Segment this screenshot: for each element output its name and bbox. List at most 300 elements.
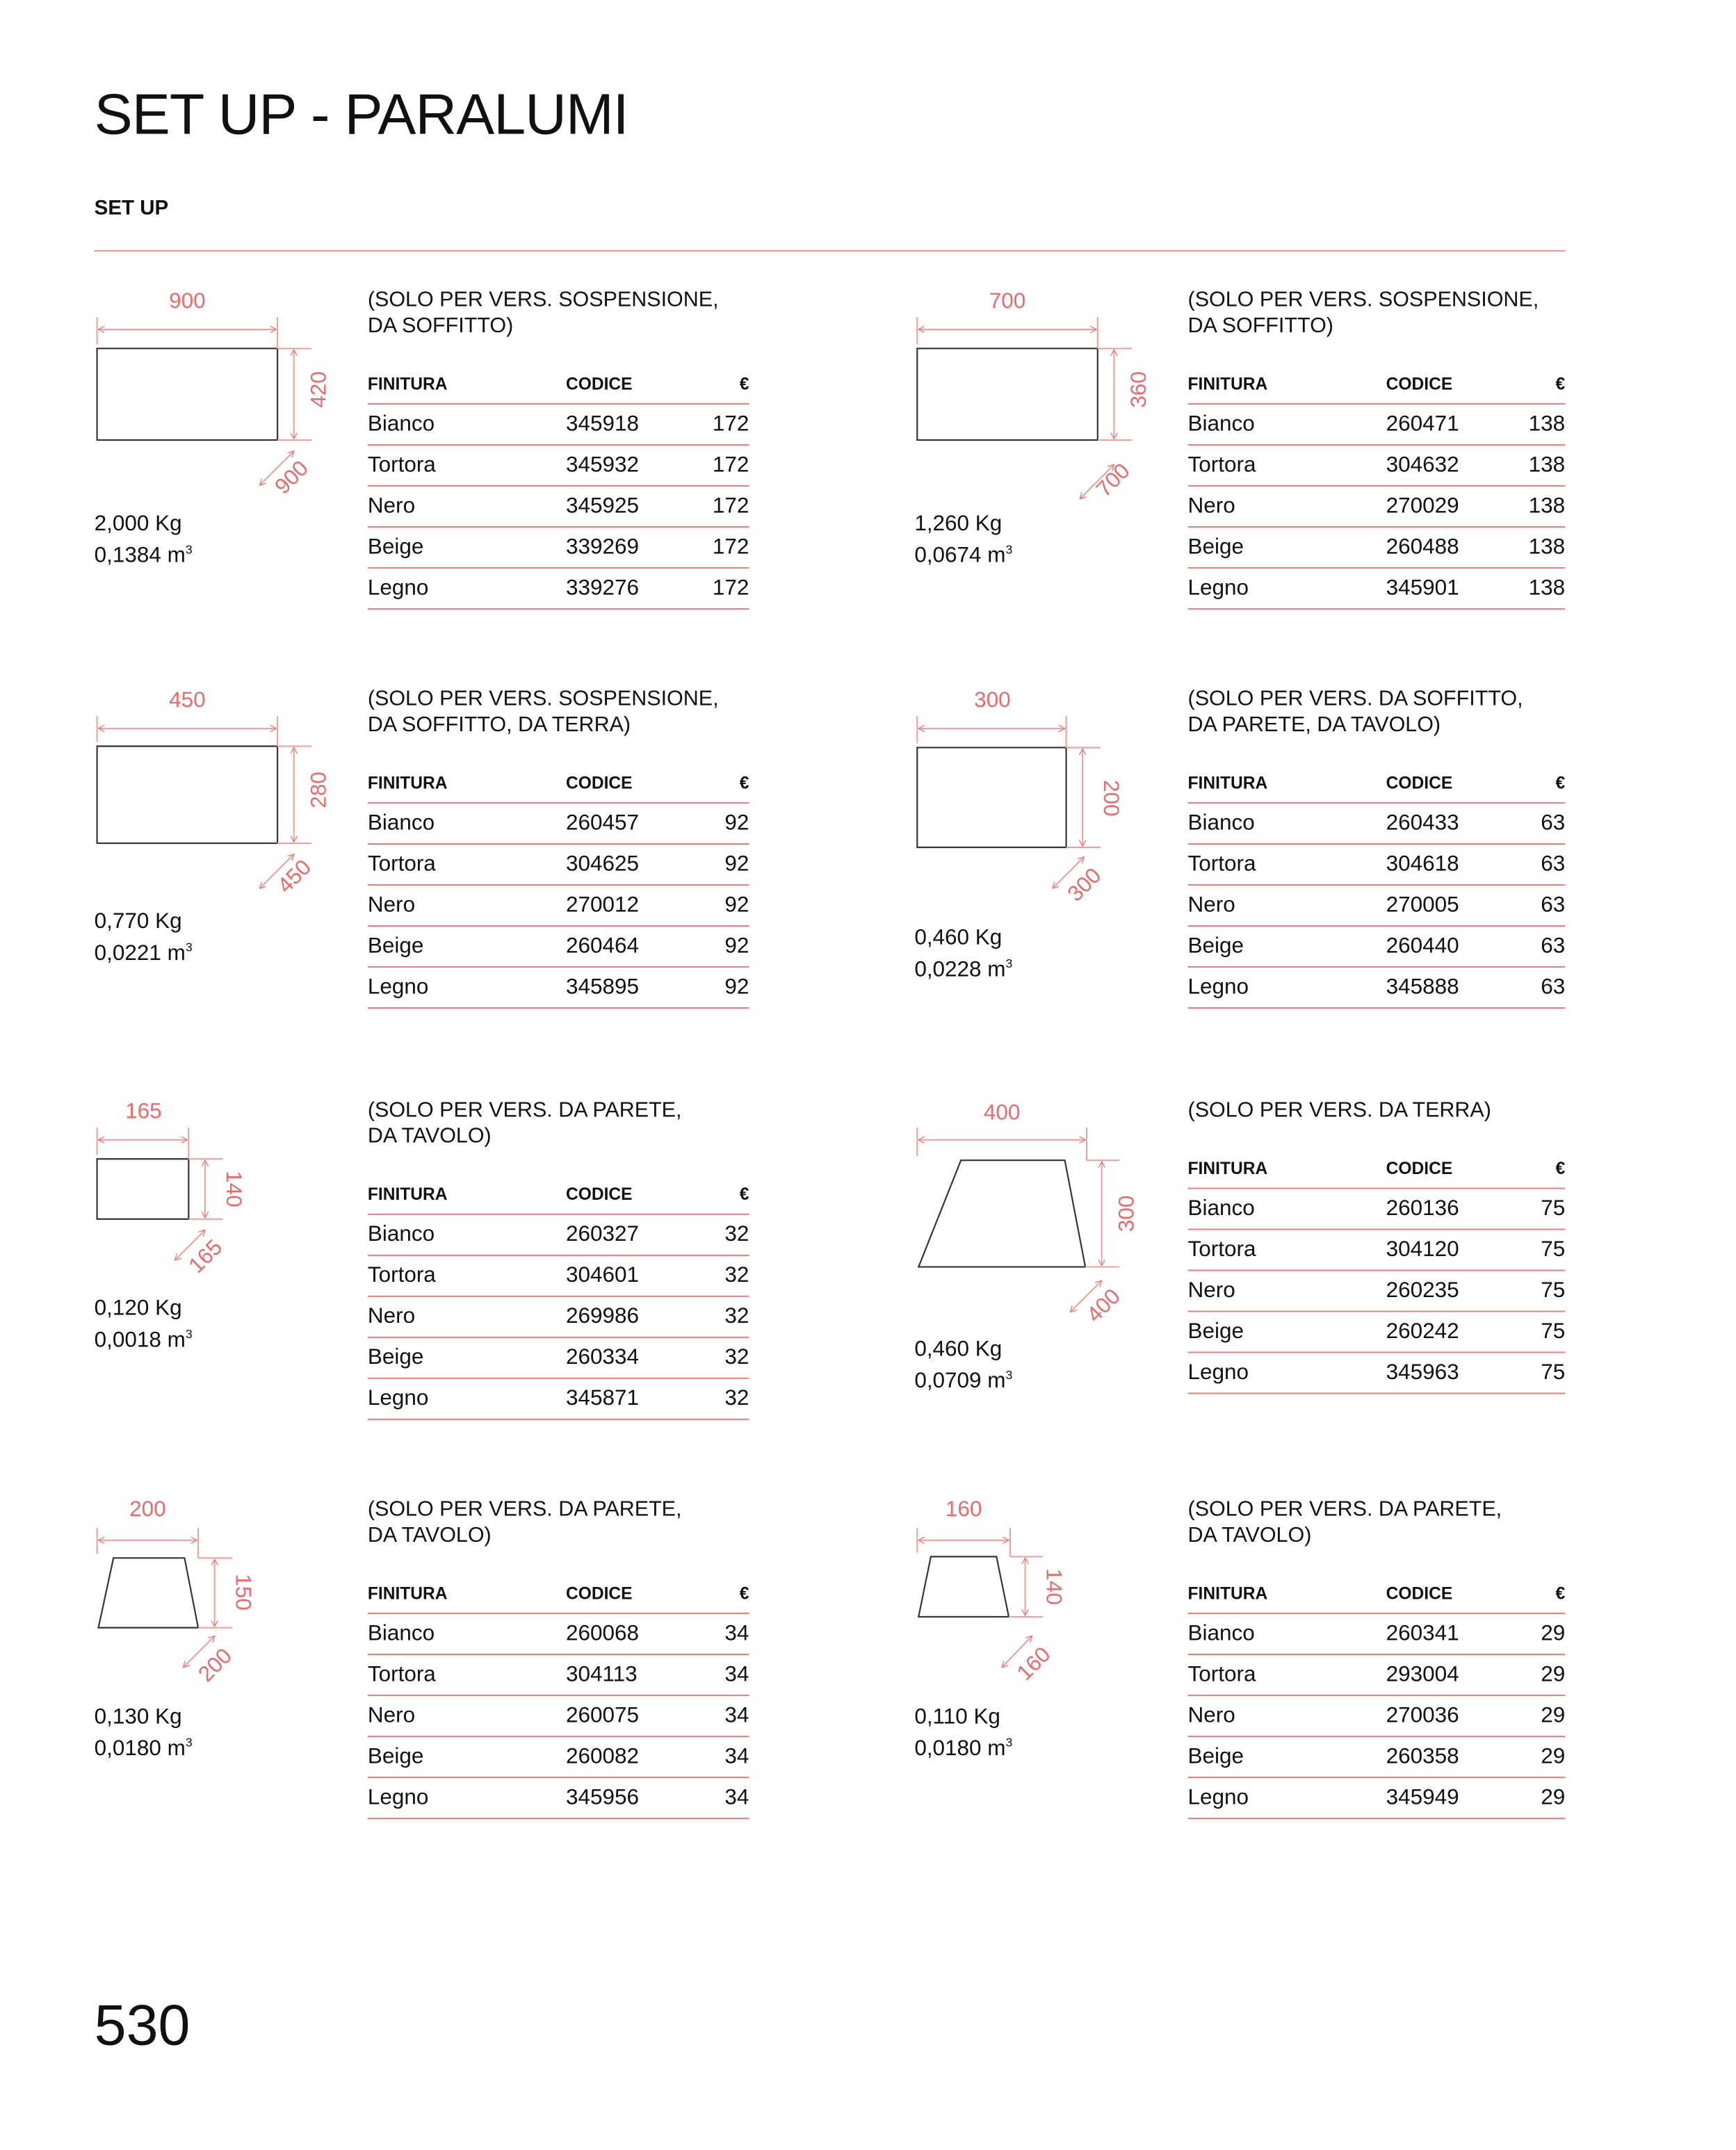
finish-cell: Tortora	[1187, 852, 1256, 876]
version-note	[1188, 686, 1566, 738]
price-cell: 34	[724, 1785, 749, 1809]
width-label: 700	[989, 288, 1026, 313]
depth-dimension-line	[1002, 1636, 1032, 1667]
volume	[914, 537, 1012, 569]
header-code: CODICE	[1386, 772, 1453, 792]
lampshade-outline	[917, 747, 1066, 847]
price-cell: 63	[1541, 811, 1566, 835]
header-code: CODICE	[565, 373, 633, 393]
code-cell: 304618	[1386, 852, 1459, 876]
height-label: 300	[1114, 1195, 1139, 1232]
table-row	[1188, 569, 1566, 610]
table-row	[1188, 405, 1566, 446]
lampshade-drawing	[917, 1497, 1066, 1685]
volume-value: 0,0674 m	[914, 544, 1006, 568]
table-row	[368, 886, 749, 927]
note-line: DA SOFFITTO)	[367, 314, 514, 338]
note-line: (SOLO PER VERS. SOSPENSIONE,	[367, 687, 719, 711]
finish-cell: Beige	[367, 1345, 424, 1369]
volume	[95, 1730, 193, 1762]
table-header	[1188, 1148, 1566, 1189]
price-table	[1188, 1148, 1566, 1394]
code-cell: 270036	[1386, 1703, 1459, 1727]
note-line: (SOLO PER VERS. DA PARETE,	[367, 1098, 682, 1123]
depth-dimension-line	[175, 1230, 205, 1260]
lampshade-drawing	[97, 687, 331, 898]
finish-cell: Nero	[367, 893, 416, 917]
table-header	[1188, 1573, 1566, 1614]
price-cell: 138	[1528, 535, 1566, 559]
finish-cell: Bianco	[1187, 811, 1255, 835]
version-note	[1188, 1497, 1566, 1549]
version-note	[368, 686, 749, 738]
note-line: DA SOFFITTO, DA TERRA)	[367, 713, 631, 737]
price-table	[1188, 763, 1566, 1009]
product-block	[1188, 1497, 1566, 1819]
version-note	[368, 287, 749, 339]
code-cell: 260471	[1386, 412, 1459, 436]
price-cell: 32	[724, 1386, 749, 1410]
finish-cell: Bianco	[367, 1222, 435, 1246]
price-table	[368, 1174, 749, 1420]
table-row	[1188, 927, 1566, 968]
note-line: (SOLO PER VERS. DA TERRA)	[1187, 1098, 1491, 1123]
table-row	[368, 1614, 749, 1655]
depth-label: 700	[1091, 458, 1135, 502]
table-header	[368, 1573, 749, 1614]
volume-value: 0,0180 m	[914, 1737, 1006, 1761]
header-price: €	[1555, 1158, 1566, 1178]
note-line: (SOLO PER VERS. DA PARETE,	[367, 1497, 682, 1522]
header-price: €	[739, 1184, 749, 1204]
price-cell: 75	[1541, 1237, 1566, 1261]
note-line: (SOLO PER VERS. SOSPENSIONE,	[367, 288, 719, 312]
volume-value: 0,0709 m	[914, 1369, 1006, 1394]
weight-volume	[914, 511, 1012, 569]
lampshade-drawing	[917, 1100, 1138, 1327]
price-table	[368, 364, 749, 610]
price-cell: 29	[1541, 1703, 1566, 1727]
code-cell: 260457	[565, 811, 639, 835]
finish-cell: Beige	[367, 934, 424, 958]
price-cell: 92	[724, 811, 749, 835]
price-cell: 75	[1541, 1278, 1566, 1302]
height-label: 150	[231, 1574, 256, 1611]
header-code: CODICE	[1386, 1583, 1453, 1603]
table-row	[368, 845, 749, 886]
finish-cell: Bianco	[1187, 1621, 1255, 1645]
width-label: 200	[129, 1496, 166, 1521]
table-row	[368, 569, 749, 610]
volume-value: 0,0180 m	[94, 1737, 186, 1761]
code-cell: 345871	[565, 1386, 639, 1410]
header-price: €	[739, 772, 749, 792]
page-title: SET UP - PARALUMI	[94, 81, 628, 147]
width-label: 900	[169, 288, 206, 313]
price-cell: 63	[1541, 934, 1566, 958]
table-row	[1188, 528, 1566, 569]
weight-volume	[914, 925, 1012, 983]
lampshade-drawing	[917, 687, 1123, 906]
depth-label: 165	[184, 1235, 227, 1278]
note-line: (SOLO PER VERS. DA SOFFITTO,	[1187, 687, 1523, 711]
price-cell: 32	[724, 1304, 749, 1328]
table-row	[1188, 446, 1566, 487]
finish-cell: Bianco	[367, 811, 435, 835]
price-cell: 172	[712, 453, 749, 477]
code-cell: 304632	[1386, 453, 1459, 477]
weight-volume	[914, 1704, 1012, 1762]
code-cell: 304120	[1386, 1237, 1459, 1261]
table-row	[368, 968, 749, 1009]
weight: 0,460 Kg	[914, 927, 1003, 950]
note-line: (SOLO PER VERS. DA PARETE,	[1187, 1497, 1502, 1522]
header-finish: FINITURA	[1187, 1158, 1268, 1178]
volume-value: 0,0228 m	[914, 958, 1006, 982]
code-cell: 345918	[565, 412, 639, 436]
table-row	[368, 1297, 749, 1338]
code-cell: 345925	[565, 494, 639, 518]
section-divider	[95, 250, 1566, 252]
finish-cell: Beige	[1187, 1319, 1244, 1343]
lampshade-drawing	[97, 1099, 246, 1278]
depth-dimension-line	[260, 451, 294, 485]
code-cell: 260235	[1386, 1278, 1459, 1302]
table-row	[368, 446, 749, 487]
table-row	[368, 804, 749, 845]
product-block	[1188, 1098, 1566, 1394]
table-row	[1188, 1271, 1566, 1312]
lampshade-drawing	[917, 288, 1151, 502]
price-cell: 29	[1541, 1621, 1566, 1645]
volume-exponent: 3	[185, 940, 193, 954]
lampshade-outline	[918, 1556, 1009, 1617]
depth-dimension-line	[183, 1636, 214, 1667]
weight-volume	[95, 1704, 193, 1762]
table-header	[368, 763, 749, 804]
product-block	[1188, 287, 1566, 610]
finish-cell: Bianco	[1187, 412, 1255, 436]
price-cell: 75	[1541, 1360, 1566, 1384]
price-table	[1188, 1573, 1566, 1819]
finish-cell: Nero	[367, 1703, 416, 1727]
table-row	[1188, 1353, 1566, 1394]
price-cell: 138	[1528, 576, 1566, 600]
table-header	[1188, 364, 1566, 405]
finish-cell: Bianco	[367, 412, 435, 436]
code-cell: 345949	[1386, 1785, 1459, 1809]
volume-exponent: 3	[185, 542, 193, 557]
version-note	[368, 1497, 749, 1549]
code-cell: 260068	[565, 1621, 639, 1645]
table-row	[1188, 1189, 1566, 1230]
volume-value: 0,0018 m	[94, 1328, 186, 1353]
price-cell: 34	[724, 1703, 749, 1727]
depth-label: 300	[1062, 863, 1106, 906]
volume	[95, 935, 193, 967]
weight: 2,000 Kg	[94, 512, 182, 536]
product-block	[368, 1098, 749, 1420]
table-row	[368, 927, 749, 968]
lampshade-outline	[918, 1160, 1085, 1267]
table-row	[1188, 804, 1566, 845]
height-label: 360	[1126, 371, 1151, 408]
weight: 0,460 Kg	[914, 1337, 1003, 1362]
header-finish: FINITURA	[367, 772, 448, 792]
height-label: 140	[221, 1171, 246, 1207]
price-cell: 172	[712, 494, 749, 518]
weight-volume	[95, 909, 193, 966]
price-cell: 92	[724, 852, 749, 876]
code-cell: 345895	[565, 975, 639, 999]
price-cell: 34	[724, 1621, 749, 1645]
section-heading: SET UP	[94, 197, 169, 220]
finish-cell: Nero	[1187, 1278, 1235, 1302]
height-label: 140	[1041, 1568, 1066, 1605]
header-price: €	[1555, 1583, 1566, 1603]
price-table	[1188, 364, 1566, 610]
table-row	[1188, 1312, 1566, 1353]
height-label: 200	[1099, 779, 1124, 817]
header-code: CODICE	[565, 1583, 633, 1603]
price-cell: 63	[1541, 893, 1566, 917]
note-line: DA TAVOLO)	[367, 1125, 492, 1148]
weight-volume	[914, 1337, 1012, 1394]
table-row	[368, 1737, 749, 1778]
table-row	[368, 1778, 749, 1819]
code-cell: 260082	[565, 1744, 639, 1768]
code-cell: 260358	[1386, 1744, 1459, 1768]
volume-value: 0,0221 m	[94, 942, 186, 966]
note-line: DA PARETE, DA TAVOLO)	[1187, 713, 1441, 737]
weight-volume	[95, 511, 193, 569]
price-cell: 172	[712, 576, 749, 600]
finish-cell: Legno	[1187, 1785, 1249, 1809]
code-cell: 345932	[565, 453, 639, 477]
price-cell: 63	[1541, 975, 1566, 999]
price-cell: 92	[724, 934, 749, 958]
code-cell: 260242	[1386, 1319, 1459, 1343]
product-block	[368, 1497, 749, 1819]
price-cell: 34	[724, 1744, 749, 1768]
finish-cell: Legno	[367, 1386, 429, 1410]
product-block	[368, 686, 749, 1009]
depth-dimension-line	[260, 854, 294, 888]
code-cell: 339276	[565, 576, 639, 600]
table-header	[368, 364, 749, 405]
code-cell: 345963	[1386, 1360, 1459, 1384]
lampshade-drawing	[97, 288, 331, 499]
version-note	[1188, 1098, 1566, 1123]
table-row	[1188, 968, 1566, 1009]
finish-cell: Legno	[367, 975, 429, 999]
table-row	[1188, 1655, 1566, 1696]
volume	[914, 1362, 1012, 1394]
finish-cell: Nero	[1187, 494, 1235, 518]
finish-cell: Bianco	[1187, 1196, 1255, 1220]
weight: 1,260 Kg	[914, 512, 1003, 536]
lampshade-outline	[97, 746, 278, 843]
finish-cell: Legno	[1187, 1360, 1249, 1384]
finish-cell: Beige	[1187, 1744, 1244, 1768]
code-cell: 270012	[565, 893, 639, 917]
weight-volume	[95, 1296, 193, 1353]
table-row	[368, 1215, 749, 1256]
header-finish: FINITURA	[367, 1583, 448, 1603]
volume-exponent: 3	[1005, 956, 1013, 970]
header-code: CODICE	[565, 1184, 633, 1204]
code-cell: 260341	[1386, 1621, 1459, 1645]
table-row	[368, 1256, 749, 1297]
weight: 0,110 Kg	[914, 1705, 1000, 1729]
weight: 0,770 Kg	[94, 910, 182, 934]
finish-cell: Tortora	[1187, 1662, 1256, 1686]
code-cell: 260440	[1386, 934, 1459, 958]
price-cell: 34	[724, 1662, 749, 1686]
finish-cell: Legno	[1187, 576, 1249, 600]
finish-cell: Beige	[1187, 535, 1244, 559]
header-finish: FINITURA	[1187, 373, 1268, 393]
table-row	[368, 1379, 749, 1420]
header-price: €	[1555, 772, 1566, 792]
price-cell: 29	[1541, 1662, 1566, 1686]
width-label: 300	[974, 687, 1011, 712]
code-cell: 260334	[565, 1345, 639, 1369]
price-cell: 32	[724, 1263, 749, 1287]
volume-exponent: 3	[185, 1735, 193, 1750]
code-cell: 345956	[565, 1785, 639, 1809]
note-line: DA SOFFITTO)	[1187, 314, 1333, 338]
width-label: 165	[125, 1098, 162, 1123]
table-row	[1188, 487, 1566, 528]
finish-cell: Tortora	[367, 852, 436, 876]
table-row	[368, 1696, 749, 1737]
price-cell: 75	[1541, 1196, 1566, 1220]
code-cell: 345901	[1386, 576, 1459, 600]
header-code: CODICE	[1386, 373, 1453, 393]
depth-label: 450	[273, 854, 316, 898]
header-finish: FINITURA	[367, 1184, 448, 1204]
volume-exponent: 3	[1005, 1368, 1013, 1382]
price-cell: 75	[1541, 1319, 1566, 1343]
code-cell: 339269	[565, 535, 639, 559]
finish-cell: Beige	[367, 535, 424, 559]
price-cell: 92	[724, 893, 749, 917]
price-cell: 138	[1528, 453, 1566, 477]
table-row	[368, 487, 749, 528]
product-block	[368, 287, 749, 610]
lampshade-drawing	[97, 1497, 256, 1686]
table-row	[1188, 845, 1566, 886]
finish-cell: Nero	[367, 494, 416, 518]
product-block	[1188, 686, 1566, 1009]
code-cell: 260488	[1386, 535, 1459, 559]
finish-cell: Nero	[367, 1304, 416, 1328]
finish-cell: Legno	[367, 576, 429, 600]
volume	[914, 1730, 1012, 1762]
table-row	[1188, 1737, 1566, 1778]
header-price: €	[739, 1583, 749, 1603]
width-label: 450	[169, 687, 206, 712]
code-cell: 260464	[565, 934, 639, 958]
code-cell: 270005	[1386, 893, 1459, 917]
note-line: (SOLO PER VERS. SOSPENSIONE,	[1187, 288, 1539, 312]
note-line: DA TAVOLO)	[367, 1524, 492, 1547]
price-cell: 92	[724, 975, 749, 999]
code-cell: 304601	[565, 1263, 639, 1287]
code-cell: 304625	[565, 852, 639, 876]
code-cell: 260075	[565, 1703, 639, 1727]
price-table	[368, 763, 749, 1009]
volume	[914, 951, 1012, 983]
header-code: CODICE	[1386, 1158, 1453, 1178]
volume	[95, 537, 193, 569]
width-label: 400	[983, 1100, 1021, 1125]
table-row	[1188, 1614, 1566, 1655]
note-line: DA TAVOLO)	[1187, 1524, 1312, 1547]
depth-label: 400	[1082, 1284, 1125, 1327]
table-row	[368, 1655, 749, 1696]
header-finish: FINITURA	[367, 373, 448, 393]
depth-dimension-line	[1070, 1280, 1101, 1312]
depth-label: 900	[270, 455, 314, 499]
code-cell: 260433	[1386, 811, 1459, 835]
price-cell: 138	[1528, 412, 1566, 436]
price-cell: 138	[1528, 494, 1566, 518]
finish-cell: Beige	[367, 1744, 424, 1768]
weight: 0,120 Kg	[94, 1296, 182, 1321]
depth-label: 160	[1012, 1642, 1055, 1686]
lampshade-outline	[99, 1558, 199, 1627]
finish-cell: Beige	[1187, 934, 1244, 958]
finish-cell: Nero	[1187, 1703, 1235, 1727]
volume-exponent: 3	[1005, 1735, 1013, 1750]
table-row	[368, 405, 749, 446]
depth-label: 200	[193, 1643, 237, 1687]
code-cell: 270029	[1386, 494, 1459, 518]
table-header	[1188, 763, 1566, 804]
code-cell: 260136	[1386, 1196, 1459, 1220]
header-code: CODICE	[565, 772, 633, 792]
code-cell: 260327	[565, 1222, 639, 1246]
header-price: €	[739, 373, 749, 393]
code-cell: 345888	[1386, 975, 1459, 999]
finish-cell: Bianco	[367, 1621, 435, 1645]
price-cell: 172	[712, 412, 749, 436]
volume	[95, 1321, 193, 1353]
header-finish: FINITURA	[1187, 772, 1268, 792]
lampshade-outline	[97, 1159, 189, 1219]
table-row	[368, 528, 749, 569]
price-table	[368, 1573, 749, 1819]
width-label: 160	[945, 1496, 982, 1521]
price-cell: 29	[1541, 1744, 1566, 1768]
code-cell: 269986	[565, 1304, 639, 1328]
version-note	[1188, 287, 1566, 339]
header-price: €	[1555, 373, 1566, 393]
finish-cell: Tortora	[367, 1662, 436, 1686]
version-note	[368, 1098, 749, 1150]
table-row	[1188, 1230, 1566, 1271]
header-finish: FINITURA	[1187, 1583, 1268, 1603]
table-row	[1188, 1778, 1566, 1819]
lampshade-outline	[917, 348, 1098, 440]
price-cell: 172	[712, 535, 749, 559]
table-row	[368, 1338, 749, 1379]
volume-exponent: 3	[1005, 542, 1013, 557]
finish-cell: Legno	[1187, 975, 1249, 999]
volume-value: 0,1384 m	[94, 544, 186, 568]
